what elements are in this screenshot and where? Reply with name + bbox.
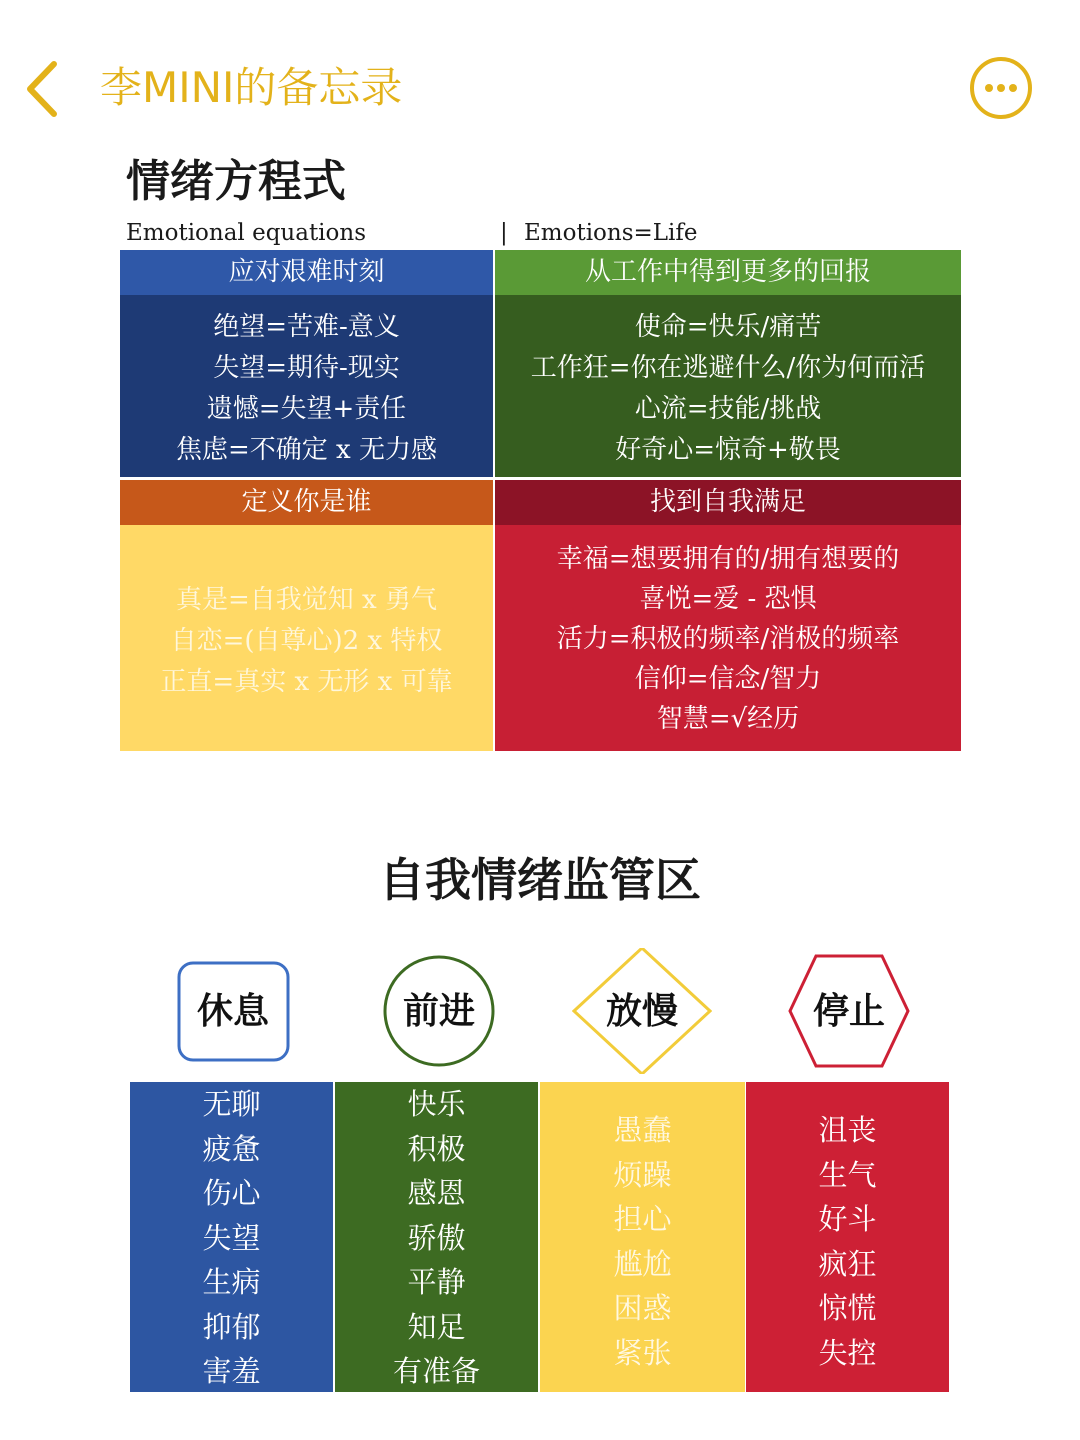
equation-line: 好奇心=惊奇+敬畏 [615,435,841,465]
list-item: 平静 [407,1265,466,1299]
subtitle-right: Emotions=Life [524,220,698,246]
equation-line: 工作狂=你在逃避什么/你为何而活 [530,353,926,383]
list-item: 生气 [818,1157,877,1192]
list-item: 好斗 [818,1202,877,1236]
list-item: 害羞 [202,1354,261,1388]
list-item: 失望 [202,1220,261,1255]
equation-line: 智慧=√经历 [656,704,800,734]
list-item: 知足 [407,1309,466,1344]
list-item: 伤心 [202,1176,261,1210]
list-item: 担心 [613,1202,672,1236]
zone-go-list [335,1082,538,1392]
list-item: 抑郁 [202,1309,261,1344]
list-item: 尴尬 [613,1246,672,1281]
section-title-regulation: 自我情绪监管区 [379,853,701,907]
equation-line: 自恋=(自尊心)2 x 特权 [170,626,443,656]
equation-line: 喜悦=爱 - 恐惧 [639,584,817,614]
equation-line: 真是=自我觉知 x 勇气 [176,585,437,615]
list-item: 积极 [407,1131,466,1166]
list-item: 困惑 [613,1291,672,1325]
list-item: 无聊 [202,1087,261,1121]
list-item: 快乐 [407,1087,466,1121]
quadrant-header: 找到自我满足 [495,480,961,525]
list-item: 烦躁 [613,1157,672,1192]
list-item: 骄傲 [407,1220,466,1255]
zone-rest-badge [170,948,296,1074]
equation-line: 正直=真实 x 无形 x 可靠 [160,667,453,697]
zone-go-badge [376,948,502,1074]
equation-line: 焦虑=不确定 x 无力感 [176,435,437,465]
list-item: 疯狂 [818,1246,877,1281]
list-item: 疲惫 [202,1131,261,1166]
quadrant-header: 定义你是谁 [120,480,493,525]
subtitle-separator: | [500,220,508,246]
zone-stop-badge [786,948,912,1074]
more-options-icon [974,61,1028,115]
list-item: 愚蠢 [613,1113,672,1147]
zone-label: 放慢 [605,990,678,1032]
equation-line: 遗憾=失望+责任 [206,394,407,424]
quadrant-self-fulfillment [495,480,961,751]
equation-line: 幸福=想要拥有的/拥有想要的 [556,544,900,574]
equation-line: 心流=技能/挑战 [634,394,822,424]
equation-line: 失望=期待-现实 [213,353,400,383]
quadrant-hard-times [120,250,493,477]
app-title: 李MINI的备忘录 [100,63,403,112]
equation-line: 活力=积极的频率/消极的频率 [556,624,900,654]
chevron-left-icon [22,58,72,118]
subtitle-left: Emotional equations [126,220,367,246]
zone-rest-list [130,1082,333,1392]
zone-label: 休息 [196,990,269,1032]
zone-stop-list [746,1082,949,1392]
list-item: 惊慌 [818,1291,877,1325]
list-item: 紧张 [613,1335,672,1370]
equation-line: 绝望=苦难-意义 [213,312,400,342]
quadrant-define-yourself [120,480,493,751]
zone-slow-list [540,1082,745,1392]
list-item: 生病 [202,1265,261,1299]
section-title-equations: 情绪方程式 [126,156,346,207]
quadrant-work-rewards [495,250,961,477]
list-item: 沮丧 [818,1113,877,1147]
zone-label: 停止 [812,990,885,1032]
more-options-button[interactable] [970,57,1032,119]
list-item: 有准备 [392,1354,480,1388]
list-item: 失控 [818,1335,877,1370]
quadrant-header: 从工作中得到更多的回报 [495,250,961,295]
quadrant-header: 应对艰难时刻 [120,250,493,295]
list-item: 感恩 [407,1176,466,1210]
equation-line: 使命=快乐/痛苦 [634,312,822,342]
zone-slow-badge [572,948,712,1074]
back-button[interactable] [22,58,72,118]
equation-line: 信仰=信念/智力 [634,664,822,694]
zone-label: 前进 [402,990,475,1032]
